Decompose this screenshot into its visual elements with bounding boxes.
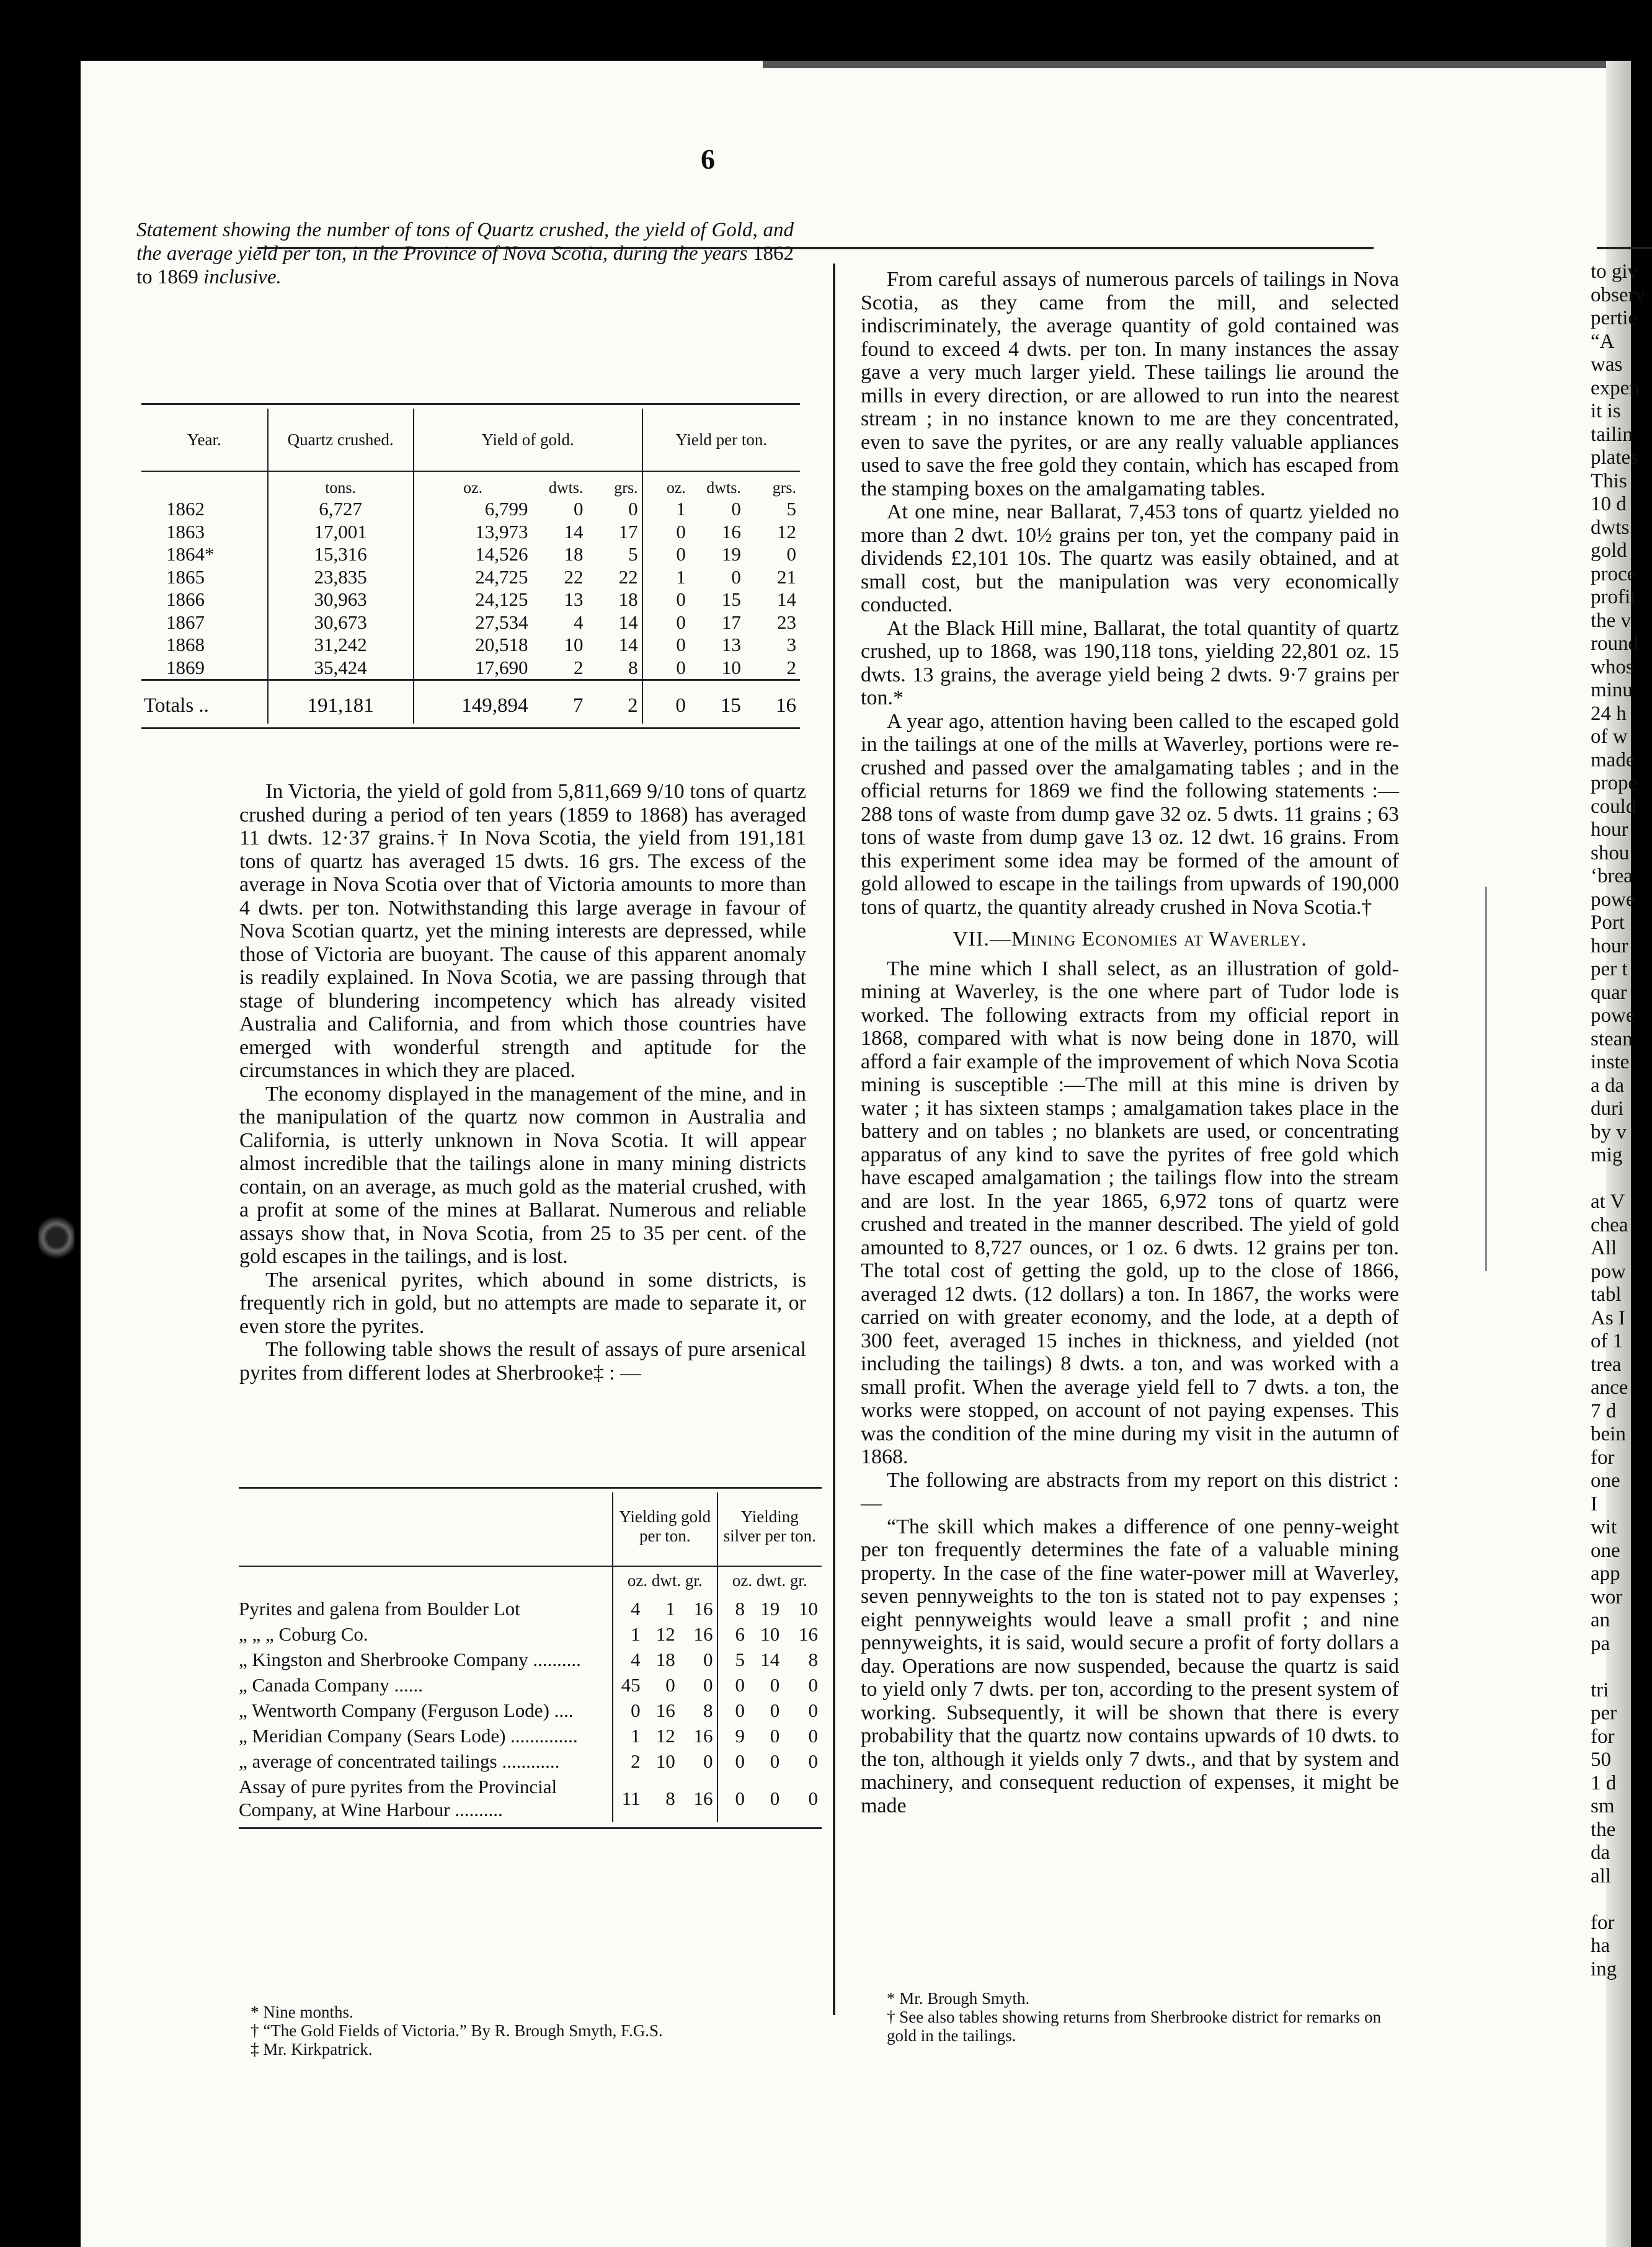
cell-per-ton-oz: 0 [642,657,690,680]
assay-col-blank [239,1492,613,1566]
assay-col-silver: Yielding silver per ton. [717,1492,822,1566]
cell-dwts: 13 [564,588,584,610]
edge-line: mig [1591,1144,1623,1166]
ink-blot [38,1213,74,1262]
cell-gold-gr: 16 [693,1598,713,1620]
edge-line: proce [1591,562,1636,585]
cell-tons: 31,242 [268,634,414,657]
cell-dwts: 4 [574,611,584,633]
cell-gold-dwt: 0 [665,1674,675,1696]
edge-line: inste [1591,1051,1630,1073]
cell-per-ton-grs: 3 [786,634,796,655]
totals-oz: 149,894 [414,680,532,724]
cell-silver-gr: 16 [799,1623,818,1645]
table-row [141,634,800,657]
cell-oz: 27,534 [414,611,532,634]
cell-per-ton-grs: 12 [777,520,796,543]
edge-line: tabl [1591,1283,1622,1306]
edge-line: wor [1591,1585,1623,1608]
unit-oz: oz. [414,471,532,498]
cell-grs: 14 [618,611,638,633]
col-quartz: Quartz crushed. [268,409,414,471]
cell-silver-gr: 0 [808,1725,818,1747]
footnote-sherbrooke: † See also tables showing returns from Sherbrooke district for remarks on gold in the tailings. [887,2008,1382,2045]
cell-grs: 0 [628,498,638,520]
cell-label: „ Kingston and Sherbrooke Company .......... [239,1649,581,1670]
cell-per-ton-oz: 1 [642,498,690,521]
edge-line: duri [1591,1097,1624,1120]
table-row [239,1723,822,1748]
footnote-nine-months: * Nine months. [251,2003,353,2021]
edge-line: hour [1591,934,1628,957]
edge-line: 7 d [1591,1399,1617,1422]
footnote-gold-fields: † “The Gold Fields of Victoria.” By R. Brough Smyth, F.G.S. [251,2021,663,2040]
cell-per-ton-oz: 0 [642,588,690,611]
cell-year: 1867 [166,611,205,633]
edge-line: one [1591,1539,1620,1562]
table-caption [136,218,794,289]
edge-line: Port [1591,911,1625,934]
cell-grs: 14 [618,634,638,655]
next-page-edge-text [1591,260,1646,2121]
edge-line: to giv [1591,260,1638,283]
cell-per-ton-dwts: 0 [731,498,741,520]
cell-per-ton-oz: 1 [642,566,690,589]
col-year: Year. [141,409,268,471]
left-footnotes [251,2003,809,2059]
cell-tons: 30,963 [268,588,414,611]
edge-line: ance [1591,1376,1628,1399]
edge-line: stean [1591,1027,1633,1050]
edge-line: 1 d [1591,1771,1617,1794]
table-row [141,588,800,611]
cell-grs: 18 [618,588,638,610]
right-column-text [861,268,1399,1817]
edge-line: for [1591,1725,1615,1748]
cell-silver-dwt: 0 [770,1725,780,1747]
edge-line: tri [1591,1678,1609,1701]
assay-unit-gold: oz. dwt. gr. [613,1566,717,1596]
edge-line: shou [1591,841,1630,864]
totals-grs: 2 [587,680,642,724]
right-paragraph-4: A year ago, attention having been called to the escaped gold in the tailings at one of the mills at Waverley, portions were re-crushed and passed over the amalgamating tables ; and in the official returns for 1869 we find the following statements :—288 tons of waste from dump gave 32 oz. 5 dwts. 11 grains ; 63 tons of waste from dump gave 13 oz. 12 dwt. 16 grains. From this experiment some idea may be formed of the amount of gold allowed to escape in the tailings from upwards of 190,000 tons of quartz, the quantity already crushed in Nova Scotia.† [861,709,1399,919]
cell-silver-gr: 0 [808,1787,818,1809]
cell-per-ton-dwts: 10 [721,656,741,678]
edge-line: quar [1591,981,1627,1004]
cell-silver-gr: 0 [808,1674,818,1696]
column-divider [833,264,835,2015]
cell-dwts: 0 [574,498,584,520]
cell-gold-dwt: 8 [665,1787,675,1809]
cell-silver-gr: 0 [808,1700,818,1721]
cell-per-ton-oz: 0 [642,521,690,544]
cell-silver-dwt: 0 [770,1750,780,1772]
footnote-kirkpatrick: ‡ Mr. Kirkpatrick. [251,2040,373,2059]
cell-oz: 14,526 [414,543,532,566]
cell-gold-dwt: 12 [655,1623,675,1645]
edge-line: powe [1591,888,1635,911]
edge-line: 24 h [1591,702,1627,725]
page-number: 6 [701,143,715,175]
cell-year: 1869 [166,656,205,678]
cell-per-ton-oz: 0 [642,634,690,657]
cell-tons: 6,727 [268,498,414,521]
cell-per-ton-oz: 0 [642,611,690,634]
cell-gold-gr: 0 [703,1674,713,1696]
unit-grs: grs. [614,479,638,497]
edge-line: profit [1591,586,1636,608]
unit-tons: tons. [268,471,414,498]
cell-tons: 17,001 [268,521,414,544]
cell-oz: 24,725 [414,566,532,589]
edge-line: at V [1591,1190,1625,1213]
left-column-text [239,780,806,1385]
cell-per-ton-grs: 23 [777,611,796,633]
cell-silver-oz: 0 [717,1698,749,1723]
cell-per-ton-dwts: 13 [721,634,741,655]
edge-line: an [1591,1609,1610,1631]
edge-line: whos [1591,655,1634,678]
edge-line: made [1591,748,1635,771]
edge-line: This [1591,469,1627,492]
edge-line: for [1591,1446,1615,1469]
cell-dwts: 22 [564,565,584,588]
cell-silver-dwt: 14 [760,1649,780,1670]
cell-tons: 15,316 [268,543,414,566]
cell-per-ton-dwts: 16 [721,520,741,543]
edge-line: 10 d [1591,493,1627,515]
assay-table-bottom-rule [239,1827,822,1829]
cell-grs: 22 [618,565,638,588]
cell-gold-oz: 2 [613,1748,644,1774]
totals-dwts: 7 [532,680,587,724]
gold-yield-table [141,403,800,725]
cell-oz: 6,799 [414,498,532,521]
edge-line: expen [1591,376,1640,399]
right-paragraph-3: At the Black Hill mine, Ballarat, the total quantity of quartz crushed, up to 1868, was 190,118 tons, yielding 22,801 oz. 15 dwts. 13 grains, the average yield being 2 dwts. 9·7 grains per ton.* [861,616,1399,709]
assay-table-top-rule [239,1487,822,1489]
edge-line: I [1591,1492,1597,1515]
edge-line: the [1591,1818,1616,1841]
next-page-rule [1597,247,1652,249]
edge-line [1591,1888,1646,1912]
cell-label: Assay of pure pyrites from the Provincial Company, at Wine Harbour .......... [239,1776,557,1820]
cell-year: 1866 [166,588,205,610]
right-paragraph-6: The following are abstracts from my report on this district :— [861,1468,1399,1515]
cell-label: „ Meridian Company (Sears Lode) .............. [239,1725,578,1747]
edge-line [1591,1168,1646,1191]
assay-unit-silver: oz. dwt. gr. [717,1566,822,1596]
right-paragraph-2: At one mine, near Ballarat, 7,453 tons of quartz yielded no more than 2 dwt. 10½ grains per ton, yet the company paid in dividends £2,101 10s. The quartz was easily obtained, and at small cost, but the manipulation was very economically conducted. [861,500,1399,616]
edge-line: 50 [1591,1748,1611,1771]
edge-line: pow [1591,1260,1626,1283]
unit-grs2: grs. [772,479,796,497]
col-yield: Yield of gold. [414,409,642,471]
totals-tons: 191,181 [268,680,414,724]
caption-tail: inclusive. [198,266,282,288]
cell-gold-gr: 8 [703,1700,713,1721]
cell-gold-oz: 1 [613,1723,644,1748]
edge-line: ha [1591,1935,1610,1957]
cell-year: 1868 [166,634,205,655]
edge-line: could [1591,795,1636,818]
right-paragraph-7: “The skill which makes a difference of one penny-weight per ton frequently determines the fate of a valuable mining property. In the case of the fine water-power mill at Waverley, seven pennyweights to the ton is stated not to pay expenses ; eight pennyweights would leave a small profit ; and nine pennyweights, it is said, would secure a profit of forty dollars a day. Operations are now suspended, because the quartz is said to yield only 7 dwts. per ton, according to the present system of working. Subsequently, it will be shown that there is every probability that the quartz now contains upwards of 10 dwts. to the ton, although it yields only 7 dwts., and that by system and machinery, and consequent reduction of expenses, it might be made [861,1515,1399,1817]
table-top-rule [141,403,800,405]
cell-label: „ Wentworth Company (Ferguson Lode) .... [239,1700,574,1721]
cell-gold-dwt: 18 [655,1649,675,1670]
edge-line: per [1591,1702,1617,1724]
cell-oz: 13,973 [414,521,532,544]
edge-line: round [1591,632,1638,655]
edge-line: it is [1591,400,1621,422]
cell-silver-oz: 5 [717,1647,749,1672]
cell-gold-gr: 16 [693,1787,713,1809]
cell-label: „ „ „ Coburg Co. [239,1623,368,1645]
table-row [141,543,800,566]
edge-line: observ [1591,283,1645,306]
edge-line: ing [1591,1957,1617,1980]
cell-silver-oz: 6 [717,1621,749,1647]
table-row [141,498,800,521]
table-row [239,1698,822,1723]
cell-silver-dwt: 0 [770,1674,780,1696]
edge-line: the v [1591,609,1632,632]
edge-line: all [1591,1864,1611,1887]
edge-line: gold [1591,539,1627,562]
table-row [239,1596,822,1621]
cell-oz: 24,125 [414,588,532,611]
table-bottom-rule [141,727,800,729]
cell-label: Pyrites and galena from Boulder Lot [239,1598,520,1620]
cell-gold-oz: 4 [613,1596,644,1621]
unit-dwts2: dwts. [706,479,741,497]
edge-line: chea [1591,1213,1628,1236]
cell-silver-dwt: 10 [760,1623,780,1645]
pyrites-assay-table [239,1487,822,1824]
cell-dwts: 2 [574,656,584,678]
table-row [239,1647,822,1672]
edge-line: sm [1591,1795,1615,1817]
edge-line: prope [1591,772,1638,794]
right-paragraph-5: The mine which I shall select, as an illustration of gold-mining at Waverley, is the one where part of Tudor lode is worked. The following extracts from my official report in 1868, compared with what is now being done in 1870, will afford a fair example of the improvement of which Nova Scotia mining is susceptible :—The mill at this mine is driven by water ; it has sixteen stamps ; amalgamation takes place in the battery and on tables ; no blankets are used, or concentrating apparatus of any kind to save the pyrites of free gold which have escaped amalgamation ; the tailings flow into the stream and are lost. In the year 1865, 6,972 tons of quartz were crushed and treated in the manner described. The yield of gold amounted to 8,727 ounces, or 1 oz. 6 dwts. 12 grains per ton. The total cost of getting the gold, up to the close of 1866, averaged 12 dwts. (12 dollars) a ton. In 1867, the works were carried on with greater economy, and the lode, at a depth of 300 feet, averaged 15 inches in thickness, and yielded (not including the tailings) 8 dwts. a ton, and was worked with a small profit. When the average yield fell to 7 dwts. a ton, the works were stopped, on account of not paying expenses. This was the condition of the mine during my visit in the autumn of 1868. [861,957,1399,1468]
cell-year: 1865 [166,565,205,588]
cell-gold-oz: 1 [613,1621,644,1647]
unit-oz2: oz. [642,471,690,498]
cell-grs: 8 [628,656,638,678]
edge-line: As I [1591,1306,1625,1329]
cell-gold-dwt: 16 [655,1700,675,1721]
edge-line: per t [1591,958,1628,980]
cell-per-ton-grs: 5 [786,498,796,520]
cell-tons: 23,835 [268,566,414,589]
cell-silver-gr: 0 [808,1750,818,1772]
totals-label: Totals .. [141,680,268,724]
table-row [141,611,800,634]
edge-line: pertie [1591,307,1638,329]
cell-silver-dwt: 0 [770,1700,780,1721]
cell-per-ton-grs: 2 [786,656,796,678]
cell-dwts: 10 [564,634,584,655]
right-footnotes [862,1989,1395,2045]
edge-line: pa [1591,1632,1610,1655]
cell-oz: 17,690 [414,657,532,680]
edge-line: “A [1591,330,1615,353]
table-row [141,566,800,589]
edge-line: da [1591,1841,1610,1864]
assay-unit-blank [239,1566,613,1596]
cell-silver-oz: 9 [717,1723,749,1748]
cell-silver-oz: 0 [717,1774,749,1822]
edge-line [1591,1655,1646,1679]
cell-silver-dwt: 0 [770,1787,780,1809]
cell-year: 1864* [166,543,215,565]
edge-line: of 1 [1591,1330,1623,1352]
cell-per-ton-grs: 0 [786,543,796,565]
cell-silver-oz: 0 [717,1748,749,1774]
caption-years: 1862 to 1869 [136,242,794,288]
cell-oz: 20,518 [414,634,532,657]
edge-line: app [1591,1562,1620,1585]
edge-line: one [1591,1469,1620,1492]
edge-line: dwts. [1591,516,1635,539]
cell-label: „ Canada Company ...... [239,1674,424,1696]
cell-gold-dwt: 10 [655,1750,675,1772]
edge-line: hour [1591,818,1628,841]
cell-gold-gr: 16 [693,1725,713,1747]
edge-line: ‘brea [1591,865,1633,887]
table-row [141,657,800,680]
edge-line: a da [1591,1074,1625,1097]
edge-line: by v [1591,1120,1627,1143]
edge-line: tailin [1591,423,1633,446]
cell-dwts: 18 [564,543,584,565]
totals-pt-grs: 16 [745,680,800,724]
table-row [239,1672,822,1698]
table-row [239,1774,822,1822]
edge-line: powe [1591,1004,1635,1027]
col-per-ton: Yield per ton. [642,409,800,471]
edge-line: minu [1591,679,1633,701]
left-paragraph-3: The arsenical pyrites, which abound in some districts, is frequently rich in gold, but no attempts are made to separate it, or even store the pyrites. [239,1268,806,1338]
cell-per-ton-oz: 0 [642,543,690,566]
edge-line: trea [1591,1353,1622,1376]
unit-dwts: dwts. [548,479,584,497]
caption-text: Statement showing the number of tons of Quartz crushed, the yield of Gold, and the average yield per ton, in the Province of Nova Scotia, during the years [136,219,794,265]
cell-gold-dwt: 1 [665,1598,675,1620]
cell-gold-gr: 0 [703,1750,713,1772]
cell-tons: 30,673 [268,611,414,634]
edge-line: for [1591,1911,1615,1934]
totals-pt-oz: 0 [642,680,690,724]
table-row [239,1748,822,1774]
left-paragraph-2: The economy displayed in the management of the mine, and in the manipulation of the quartz now common in Australia and California, is utterly unknown in Nova Scotia. It will appear almost incredible that the tailings alone in many mining districts contain, on an average, as much gold as the material crushed, with a profit at some of the mines at Ballarat. Numerous and reliable assays show that, in Nova Scotia, from 25 to 35 per cent. of the gold escapes in the tailings, and is lost. [239,1082,806,1268]
table-row [239,1621,822,1647]
table-row [141,521,800,544]
cell-gold-oz: 45 [613,1672,644,1698]
unit-blank [141,471,268,498]
section-heading: VII.—Mining Economies at Waverley. [953,928,1307,951]
edge-line: bein [1591,1423,1626,1445]
right-paragraph-1: From careful assays of numerous parcels of tailings in Nova Scotia, as they came from the mill, and selected indiscriminately, the average quantity of gold contained was found to exceed 4 dwts. per ton. In many instances the assay gave a very much larger yield. These tailings lie around the mills in every direction, or are allowed to run into the nearest stream ; in no instance known to me are they concentrated, even to save the pyrites, or are any really valuable appliances used to save the free gold they contain, which has escaped from the stamping boxes on the amalgamating tables. [861,268,1399,500]
cell-per-ton-grs: 14 [777,588,796,610]
edge-line: was [1591,353,1623,376]
cell-gold-oz: 0 [613,1698,644,1723]
cell-grs: 17 [618,520,638,543]
cell-per-ton-dwts: 19 [721,543,741,565]
cell-label: „ average of concentrated tailings ............ [239,1750,560,1772]
cell-grs: 5 [628,543,638,565]
cell-year: 1863 [166,520,205,543]
cell-per-ton-dwts: 17 [721,611,741,633]
edge-line: of w [1591,725,1628,748]
cell-tons: 35,424 [268,657,414,680]
top-edge-shadow [763,61,1631,68]
cell-gold-gr: 16 [693,1623,713,1645]
cell-gold-dwt: 12 [655,1725,675,1747]
cell-per-ton-grs: 21 [777,565,796,588]
cell-per-ton-dwts: 15 [721,588,741,610]
cell-per-ton-dwts: 0 [731,565,741,588]
edge-line: wit [1591,1516,1617,1538]
left-paragraph-1: In Victoria, the yield of gold from 5,811,669 9/10 tons of quartz crushed during a period of ten years (1859 to 1868) has averaged 11 dwts. 12·37 grains.† In Nova Scotia, the yield from 191,181 tons of quartz has averaged 15 dwts. 16 grs. The excess of the average in Nova Scotia over that of Victoria amounts to more than 4 dwts. per ton. Notwithstanding this large average in favour of Nova Scotian quartz, yet the mining interests are depressed, while those of Victoria are buoyant. The cause of this apparent anomaly is readily explained. In Nova Scotia, we are passing through that stage of blundering incompetency which has already visited Australia and California, and from which those countries have emerged with wonderful strength and aptitude for the circumstances in which they are placed. [239,780,806,1082]
cell-silver-oz: 0 [717,1672,749,1698]
cell-silver-oz: 8 [717,1596,749,1621]
pencil-mark [1485,887,1487,1271]
cell-gold-oz: 4 [613,1647,644,1672]
cell-year: 1862 [166,498,205,520]
cell-dwts: 14 [564,520,584,543]
cell-gold-oz: 11 [613,1774,644,1822]
cell-silver-gr: 10 [799,1598,818,1620]
totals-pt-dwts: 15 [690,680,745,724]
cell-silver-dwt: 19 [760,1598,780,1620]
left-paragraph-4: The following table shows the result of assays of pure arsenical pyrites from different lodes at Sherbrooke‡ : — [239,1338,806,1385]
cell-gold-gr: 0 [703,1649,713,1670]
assay-col-gold: Yielding gold per ton. [613,1492,717,1566]
cell-silver-gr: 8 [808,1649,818,1670]
edge-line: All [1591,1237,1617,1259]
footnote-brough-smyth: * Mr. Brough Smyth. [887,1989,1030,2008]
edge-line: plates [1591,446,1638,469]
